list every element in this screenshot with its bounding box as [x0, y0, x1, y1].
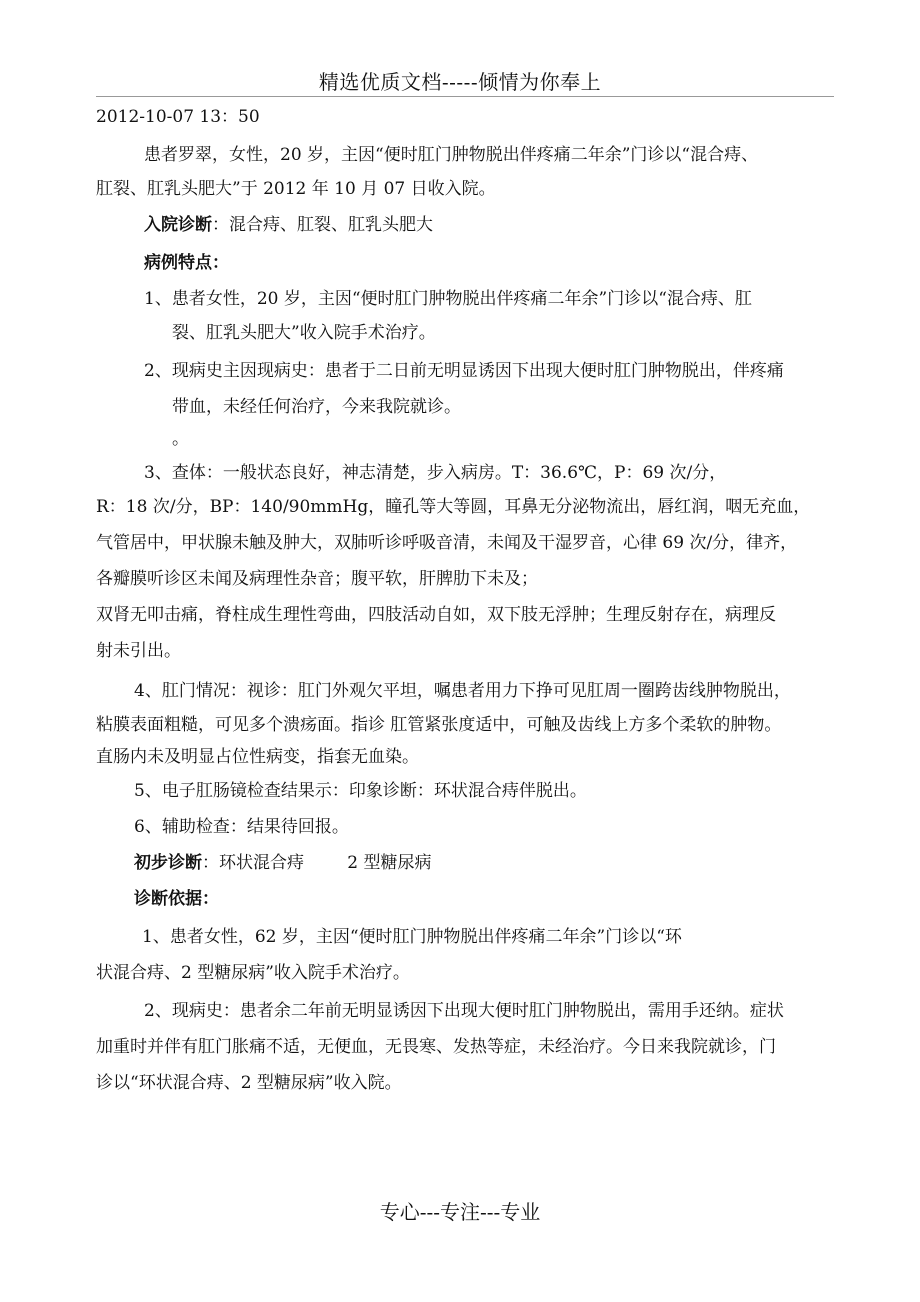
- item3-line-6: 射未引出。: [96, 641, 181, 661]
- item3-line-3: 气管居中，甲状腺未触及肿大，双肺听诊呼吸音清，未闻及干湿罗音，心律 69 次/分，律齐，: [96, 533, 798, 553]
- item5: 5、电子肛肠镜检查结果示：印象诊断：环状混合痔伴脱出。: [134, 781, 587, 801]
- admission-diagnosis-text: ：混合痔、肛裂、肛乳头肥大: [212, 215, 433, 235]
- admission-diagnosis-label: 入院诊断: [144, 215, 212, 235]
- item2-line-2: 带血，未经任何治疗，今来我院就诊。: [172, 397, 461, 417]
- intro-line-2: 肛裂、肛乳头肥大”于 2012 年 10 月 07 日收入院。: [96, 179, 496, 199]
- item3-line-2: R：18 次/分，BP：140/90mmHg，瞳孔等大等圆，耳鼻无分泌物流出，唇红润，咽无充血，: [96, 497, 811, 517]
- header-divider: [96, 96, 834, 97]
- diagnosis-basis-heading: [134, 888, 219, 910]
- item6: 6、辅助检查：结果待回报。: [134, 817, 349, 837]
- basis1-line-1: 1、患者女性，62 岁，主因“便时肛门肿物脱出伴疼痛二年余”门诊以“环: [142, 927, 682, 947]
- intro-line-1: 患者罗翠，女性，20 岁，主因“便时肛门肿物脱出伴疼痛二年余”门诊以“混合痔、: [144, 145, 759, 165]
- record-datetime: 2012-10-07 13：50: [96, 107, 260, 127]
- page-footer: 专心---专注---专业: [379, 1200, 541, 1224]
- page-header: 精选优质文档-----倾情为你奉上: [318, 70, 602, 94]
- item4-line-1: 4、肛门情况：视诊：肛门外观欠平坦，嘱患者用力下挣可见肛周一圈跨齿线肿物脱出，: [134, 681, 791, 701]
- item4-line-3: 直肠内未及明显占位性病变，指套无血染。: [96, 747, 419, 767]
- item2-line-3: 。: [172, 429, 189, 449]
- preliminary-diagnosis-label: 初步诊断: [134, 853, 202, 873]
- admission-diagnosis: [144, 214, 433, 236]
- preliminary-diagnosis: [134, 852, 431, 874]
- item3-line-5: 双肾无叩击痛，脊柱成生理性弯曲，四肢活动自如，双下肢无浮肿；生理反射存在，病理反: [96, 605, 776, 625]
- basis2-line-3: 诊以“环状混合痔、2 型糖尿病”收入院。: [96, 1073, 402, 1093]
- basis2-line-1: 2、现病史：患者余二年前无明显诱因下出现大便时肛门肿物脱出，需用手还纳。症状: [144, 1001, 784, 1021]
- item3-line-1: 3、查体：一般状态良好，神志清楚，步入病房。T：36.6℃，P：69 次/分，: [144, 463, 727, 483]
- item2-line-1: 2、现病史主因现病史：患者于二日前无明显诱因下出现大便时肛门肿物脱出，伴疼痛: [144, 361, 784, 381]
- item1-line-2: 裂、肛乳头肥大”收入院手术治疗。: [172, 323, 436, 343]
- item1-line-1: 1、患者女性，20 岁，主因“便时肛门肿物脱出伴疼痛二年余”门诊以“混合痔、肛: [144, 289, 752, 309]
- basis1-line-2: 状混合痔、2 型糖尿病”收入院手术治疗。: [96, 963, 410, 983]
- diagnosis-basis-suffix: ：: [202, 889, 219, 909]
- basis2-line-2: 加重时并伴有肛门胀痛不适，无便血，无畏寒、发热等症，未经治疗。今日来我院就诊，门: [96, 1037, 776, 1057]
- case-features-heading: [144, 252, 229, 274]
- preliminary-diagnosis-text: ：环状混合痔 2 型糖尿病: [202, 853, 432, 873]
- item3-line-4: 各瓣膜听诊区未闻及病理性杂音；腹平软，肝脾肋下未及；: [96, 569, 538, 589]
- case-features-label: 病例特点: [144, 253, 212, 273]
- case-features-suffix: ：: [212, 253, 229, 273]
- diagnosis-basis-label: 诊断依据: [134, 889, 202, 909]
- item4-line-2: 粘膜表面粗糙，可见多个溃疡面。指诊 肛管紧张度适中，可触及齿线上方多个柔软的肿物。: [96, 715, 782, 735]
